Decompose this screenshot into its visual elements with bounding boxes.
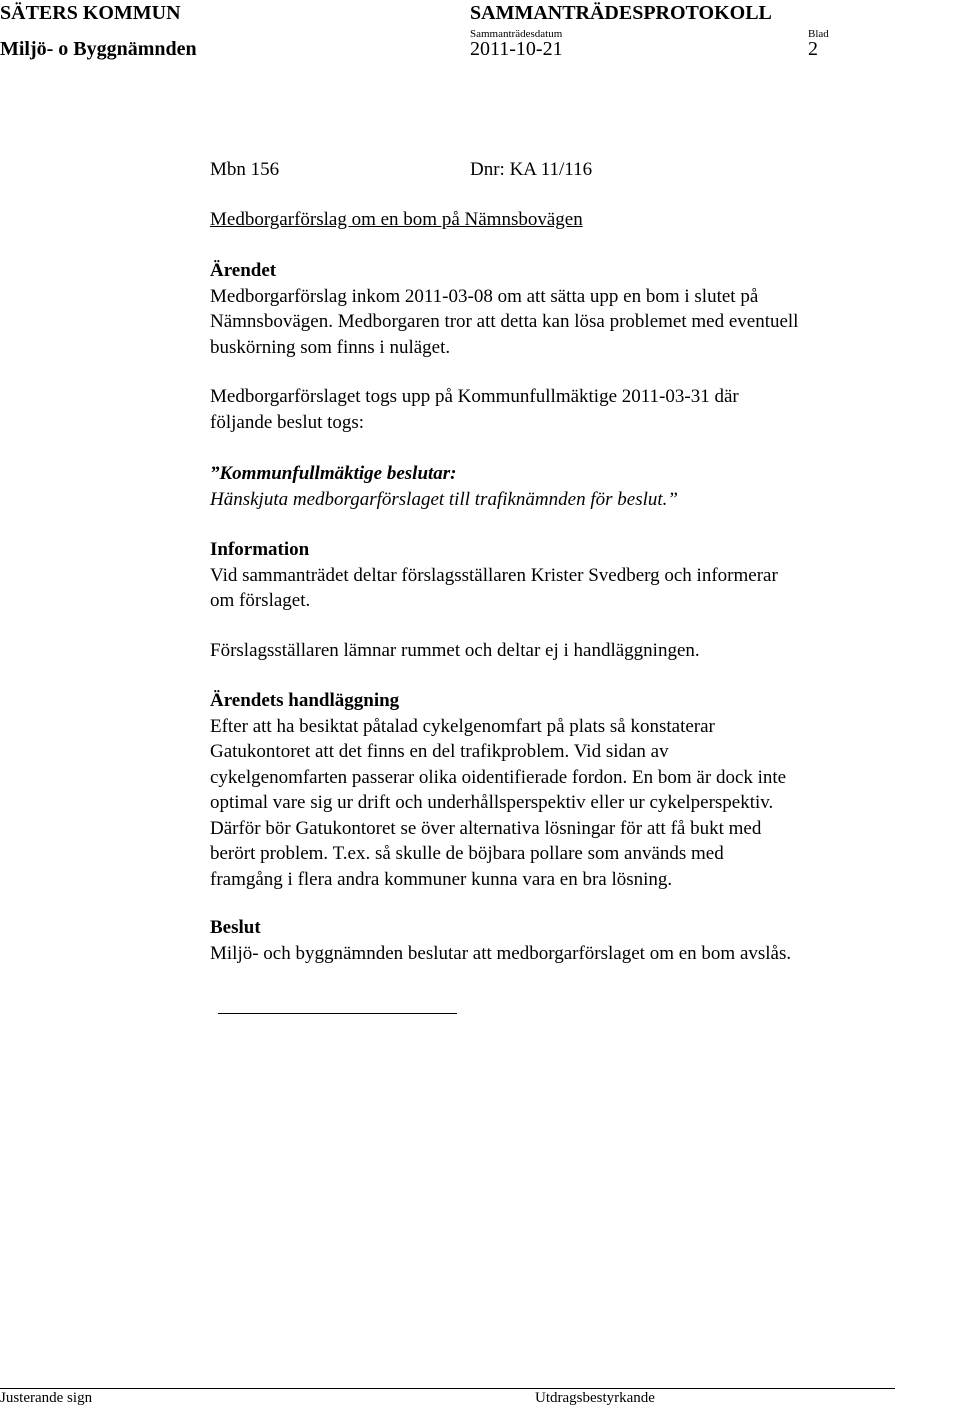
arendet-line: Nämnsbovägen. Medborgaren tror att detta kan lösa problemet med eventuell	[210, 311, 799, 332]
meeting-date: 2011-10-21	[470, 38, 563, 60]
handlaggning-line: Efter att ha besiktat påtalad cykelgenomfart på plats så konstaterar	[210, 715, 715, 737]
kf-quote-text: Hänskjuta medborgarförslaget till trafiknämnden för beslut.”	[210, 488, 678, 510]
kf-line: Medborgarförslaget togs upp på Kommunfullmäktige 2011-03-31 där	[210, 386, 739, 407]
date-label: Sammanträdesdatum	[470, 28, 563, 40]
beslut-heading: Beslut	[210, 917, 261, 938]
page-label: Blad	[808, 28, 829, 40]
page-number: 2	[808, 38, 818, 60]
handlaggning-line: framgång i flera andra kommuner kunna vara en bra lösning.	[210, 868, 673, 890]
handlaggning-line: Gatukontoret att det finns en del trafikproblem. Vid sidan av	[210, 741, 669, 762]
handlaggning-line: berört problem. T.ex. så skulle de böjbara pollare som används med	[210, 843, 724, 864]
footer-justerande-sign: Justerande sign	[0, 1390, 93, 1406]
municipality-name: SÄTERS KOMMUN	[0, 2, 181, 24]
kf-quote	[210, 461, 910, 512]
section-kf	[210, 384, 910, 435]
information-heading: Information	[210, 539, 310, 560]
section-beslut	[210, 915, 910, 966]
footer-rule	[0, 1388, 895, 1389]
arendet-line: Medborgarförslag inkom 2011-03-08 om att sätta upp en bom i slutet på	[210, 285, 759, 307]
information-line: om förslaget.	[210, 590, 311, 611]
handlaggning-line: Därför bör Gatukontoret se över alternativa lösningar för att få bukt med	[210, 817, 762, 839]
protocol-title: SAMMANTRÄDESPROTOKOLL	[470, 2, 772, 24]
case-title: Medborgarförslag om en bom på Nämnsbovägen	[210, 209, 583, 230]
kf-line: följande beslut togs:	[210, 411, 365, 433]
information-line: Vid sammanträdet deltar förslagsställaren Krister Svedberg och informerar	[210, 564, 778, 586]
handlaggning-heading: Ärendets handläggning	[210, 690, 400, 711]
arendet-heading: Ärendet	[210, 260, 277, 281]
section-information	[210, 537, 910, 614]
beslut-text: Miljö- och byggnämnden beslutar att medborgarförslaget om en bom avslås.	[210, 942, 792, 964]
dnr-number: Dnr: KA 11/116	[470, 159, 593, 180]
handlaggning-line: optimal vare sig ur drift och underhållsperspektiv eller ur cykelperspektiv.	[210, 792, 774, 813]
section-arendet	[210, 258, 910, 360]
committee-name: Miljö- o Byggnämnden	[0, 38, 197, 60]
paragraph-number: Mbn 156	[210, 159, 280, 180]
information-extra: Förslagsställaren lämnar rummet och deltar ej i handläggningen.	[210, 640, 700, 661]
kf-quote-heading: ”Kommunfullmäktige beslutar:	[210, 463, 457, 484]
arendet-line: buskörning som finns i nuläget.	[210, 336, 451, 358]
signature-rule	[218, 1013, 457, 1014]
section-handlaggning	[210, 688, 910, 892]
handlaggning-line: cykelgenomfarten passerar olika oidentifierade fordon. En bom är dock inte	[210, 766, 787, 788]
footer-utdragsbestyrkande: Utdragsbestyrkande	[535, 1390, 655, 1406]
